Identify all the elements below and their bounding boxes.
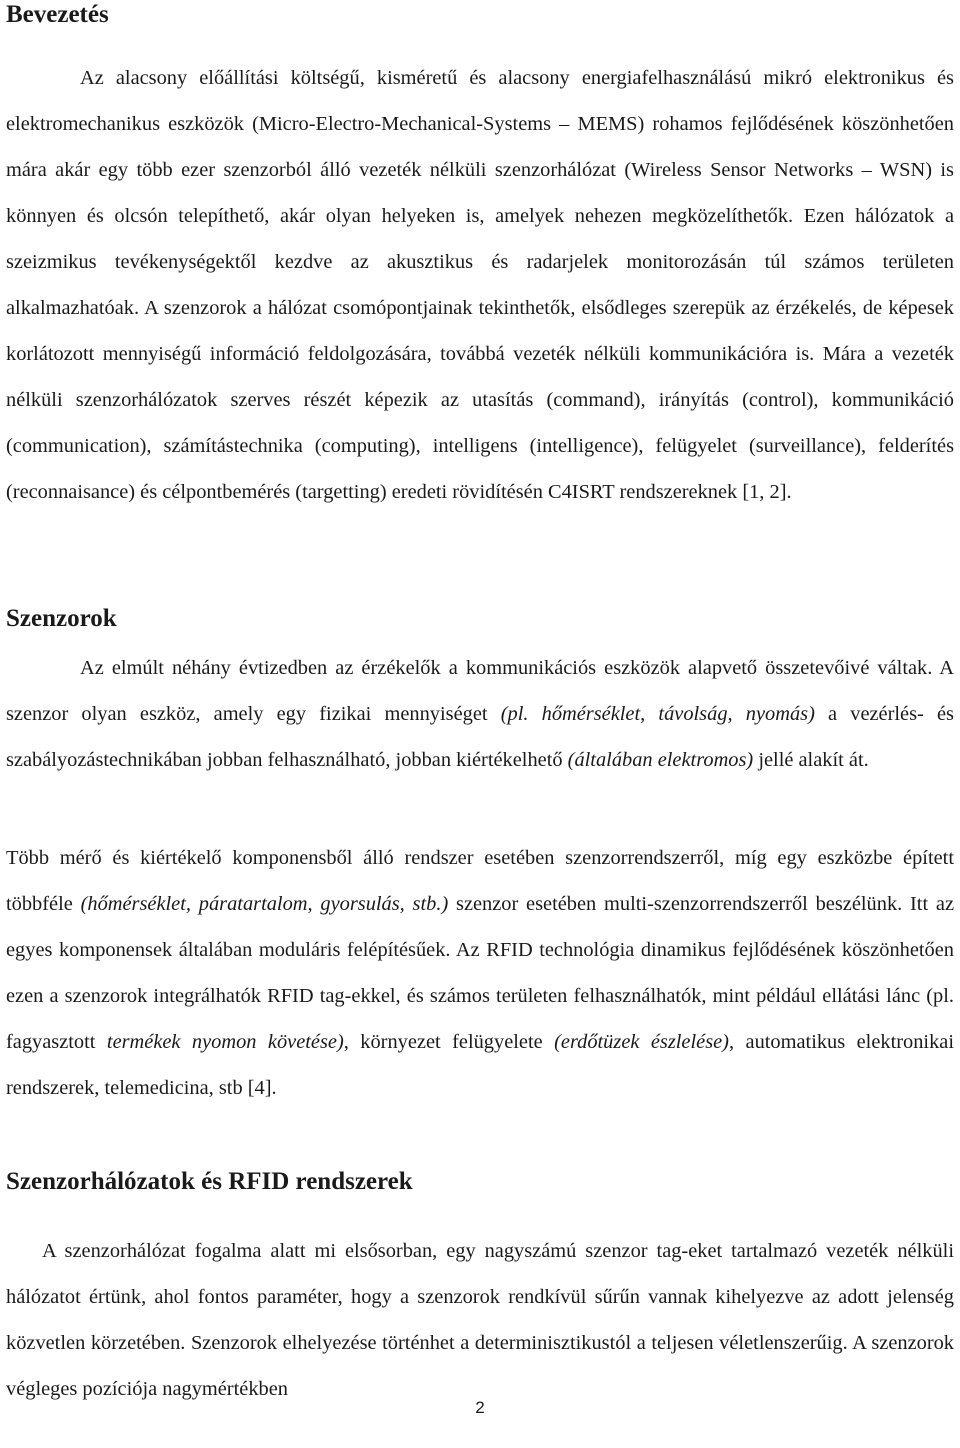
text-run: , automatikus elektronikai rendszerek, telemedicina, stb [4]. (6, 1031, 955, 1099)
section-heading-szenzorok: Szenzorok (6, 605, 117, 632)
italic-run: termékek nyomon követése) (106, 1031, 344, 1053)
paragraph-szenzorok-2 (6, 835, 954, 1111)
text-run: A szenzorhálózat fogalma alatt mi elsősorban, egy nagyszámú szenzor tag-eket tartalmazó vezeték nélküli hálózatot értünk, ahol fontos paraméter, hogy a szenzorok rendkívül sűrűn vannak kihelyezve az adott jelenség közvetlen körzetében. Szenzorok elhelyezése történhet a determinisztikustól a teljesen véletlenszerűig. A szenzorok végleges pozíciója nagymértékben (6, 1240, 954, 1400)
italic-run: (hőmérséklet, páratartalom, gyorsulás, stb.) (80, 893, 449, 915)
paragraph-szenzorok-1 (6, 645, 954, 783)
text-run: a vezérlés- és szabályozástechnikában jobban felhasználható, jobban kiértékelhető (6, 703, 954, 771)
italic-run: (általában elektromos) (567, 749, 754, 771)
italic-run: (erdőtüzek észlelése) (554, 1031, 729, 1053)
text-run: szenzor esetében multi-szenzorrendszerről beszélünk. Itt az egyes komponensek általában moduláris felépítésűek. Az RFID technológia dinamikus fejlődésének köszönhetően ezen a szenzorok integrálhatók RFID tag-ekkel, és számos területen felhasználhatók, mint például ellátási lánc (pl. fagyasztott (6, 893, 954, 1053)
paragraph-bevezetes (6, 55, 954, 515)
text-run: jellé alakít át. (753, 749, 869, 771)
page-number: 2 (475, 1398, 485, 1417)
paragraph-szenzorhalozatok (6, 1228, 954, 1412)
italic-run: (pl. hőmérséklet, távolság, nyomás) (500, 703, 815, 725)
section-heading-szenzorhalozatok-rfid: Szenzorhálózatok és RFID rendszerek (6, 1168, 413, 1195)
text-run: , környezet felügyelete (343, 1031, 555, 1053)
text-run: Az elmúlt néhány évtizedben az érzékelők a kommunikációs eszközök alapvető összetevőivé váltak. A szenzor olyan eszköz, amely egy fizikai mennyiséget (6, 657, 954, 725)
section-heading-bevezetes: Bevezetés (6, 1, 109, 28)
text-run: Több mérő és kiértékelő komponensből álló rendszer esetében szenzorrendszerről, míg egy eszközbe épített többféle (6, 847, 954, 915)
text-run: Az alacsony előállítási költségű, kisméretű és alacsony energiafelhasználású mikró elektronikus és elektromechanikus eszközök (Micro-Electro-Mechanical-Systems – MEMS) rohamos fejlődésének köszönhetően mára akár egy több ezer szenzorból álló vezeték nélküli szenzorhálózat (Wireless Sensor Networks – WSN) is könnyen és olcsón telepíthető, akár olyan helyeken is, amelyek nehezen megközelíthetők. Ezen hálózatok a szeizmikus tevékenységektől kezdve az akusztikus és radarjelek monitorozásán túl számos területen alkalmazhatóak. A szenzorok a hálózat csomópontjainak tekinthetők, elsődleges szerepük az érzékelés, de képesek korlátozott mennyiségű információ feldolgozására, továbbá vezeték nélküli kommunikációra is. Mára a vezeték nélküli szenzorhálózatok szerves részét képezik az utasítás (command), irányítás (control), kommunikáció (communication), számítástechnika (computing), intelligens (intelligence), felügyelet (surveillance), felderítés (reconnaisance) és célpontbemérés (targetting) eredeti rövidítésén C4ISRT rendszereknek [1, 2]. (6, 67, 954, 503)
